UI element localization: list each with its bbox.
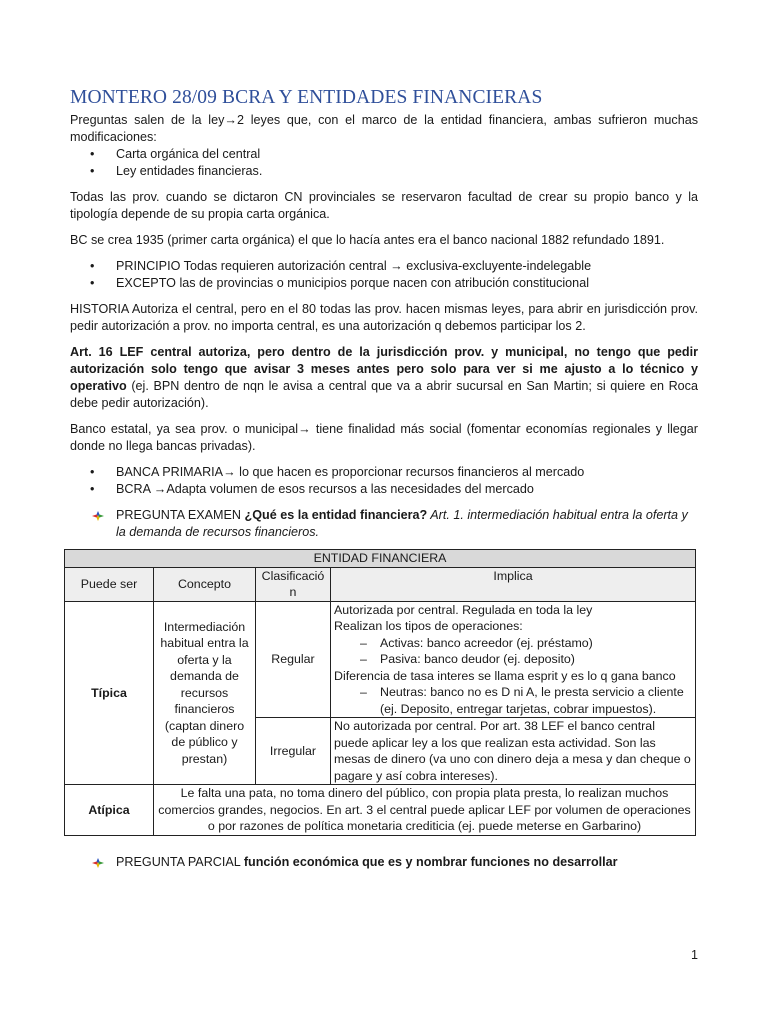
table-header: ENTIDAD FINANCIERA — [65, 550, 696, 568]
irregular-cell: Irregular — [256, 718, 331, 785]
list-item: • PRINCIPIO Todas requieren autorización central → exclusiva-excluyente-indelegable — [70, 258, 698, 275]
list-item: • BCRA →Adapta volumen de esos recursos a las necesidades del mercado — [70, 481, 698, 498]
entidad-financiera-table — [64, 549, 696, 836]
list-item: • Carta orgánica del central — [70, 146, 698, 163]
banca-list — [70, 464, 698, 498]
regular-line: Realizan los tipos de operaciones: — [334, 619, 523, 633]
provinces-paragraph: Todas las prov. cuando se dictaron CN provinciales se reservaron facultad de crear su propio banco y la tipología depende de su propia carta orgánica. — [70, 190, 698, 221]
question-bold: ¿Qué es la entidad financiera? — [244, 508, 428, 522]
dash-item: – Neutras: banco no es D ni A, le presta servicio a cliente — [334, 684, 692, 701]
document-title: MONTERO 28/09 BCRA Y ENTIDADES FINANCIERAS — [70, 87, 543, 108]
regular-cell: Regular — [256, 601, 331, 718]
laws-list — [70, 146, 698, 180]
regular-line: Diferencia de tasa interes se llama esprit y es lo q gana banco — [334, 668, 676, 683]
question-prefix: PREGUNTA PARCIAL — [116, 854, 244, 869]
page-number: 1 — [690, 948, 698, 962]
exam-question — [70, 507, 698, 541]
tipica-cell: Típica — [65, 601, 154, 785]
art16-paragraph — [70, 344, 698, 412]
document-page — [70, 86, 698, 879]
regular-line: Autorizada por central. Regulada en toda la ley — [334, 602, 593, 617]
art16-bold: Art. 16 LEF central autoriza, pero dentro de la jurisdicción prov. y municipal, no tengo que pedir autorización solo tengo que avisar 3 meses antes pero solo para ver si me ajusto a lo técnico y operativo — [70, 345, 698, 393]
question-prefix: PREGUNTA EXAMEN — [116, 508, 245, 522]
concepto-cell: Intermediación habitual entra la oferta y la demanda de recursos financieros (captan dinero de público y prestan) — [154, 601, 256, 785]
dash-item: – Activas: banco acreedor (ej. préstamo) — [334, 635, 692, 652]
question-italic: Art. 1. intermediación habitual entra la oferta y la demanda de recursos financieros. — [116, 508, 688, 539]
parcial-question — [70, 854, 698, 871]
col-puede-ser: Puede ser — [65, 567, 154, 601]
atipica-cell: Atípica — [65, 785, 154, 836]
list-item: • Ley entidades financieras. — [70, 163, 698, 180]
art16-rest: (ej. BPN dentro de nqn le avisa a central que va a abrir sucursal en San Martin; si quiere en Roca debe pedir autorización). — [70, 379, 698, 410]
dash-item: – Pasiva: banco deudor (ej. deposito) — [334, 651, 692, 668]
banco-estatal-paragraph: Banco estatal, ya sea prov. o municipal→ tiene finalidad más social (fomentar economías regionales y llegar donde no llega bancas privadas). — [70, 422, 698, 453]
bc-history-paragraph: BC se crea 1935 (primer carta orgánica) el que lo hacía antes era el banco nacional 1882 refundado 1891. — [70, 233, 665, 247]
col-clasificacion: Clasificación — [256, 567, 331, 601]
intro-paragraph: Preguntas salen de la ley→2 leyes que, con el marco de la entidad financiera, ambas sufrieron muchas modificaciones: — [70, 113, 698, 144]
colored-bullet-icon — [92, 511, 104, 521]
list-item: • EXCEPTO las de provincias o municipios porque nacen con atribución constitucional — [70, 275, 698, 292]
regular-implica-cell — [331, 601, 696, 718]
principle-list — [70, 258, 698, 292]
historia-paragraph: HISTORIA Autoriza el central, pero en el 80 todas las prov. hacen mismas leyes, para abrir en jurisdicción prov. pedir autorización a prov. no importa central, es una autorización q debemos participar los 2. — [70, 302, 698, 333]
question-bold: función económica que es y nombrar funciones no desarrollar — [243, 854, 618, 869]
irregular-implica-cell: No autorizada por central. Por art. 38 LEF el banco central puede aplicar ley a los que realizan esta actividad. Son las mesas de dinero (va uno con dinero deja a mesa y dan cheque o pagare y así cobra intereses). — [331, 718, 696, 785]
colored-bullet-icon — [92, 858, 104, 868]
list-item: • BANCA PRIMARIA→ lo que hacen es proporcionar recursos financieros al mercado — [70, 464, 698, 481]
col-implica: Implica — [331, 567, 696, 601]
col-concepto: Concepto — [154, 567, 256, 601]
atipica-text-cell: Le falta una pata, no toma dinero del público, con propia plata presta, lo realizan muchos comercios grandes, negocios. En art. 3 el central puede aplicar LEF por volumen de operaciones o por razones de política monetaria crediticia (ej. puede meterse en Garbarino) — [154, 785, 696, 836]
dash-item-continuation: (ej. Deposito, entregar tarjetas, cobrar impuestos). — [380, 701, 657, 716]
